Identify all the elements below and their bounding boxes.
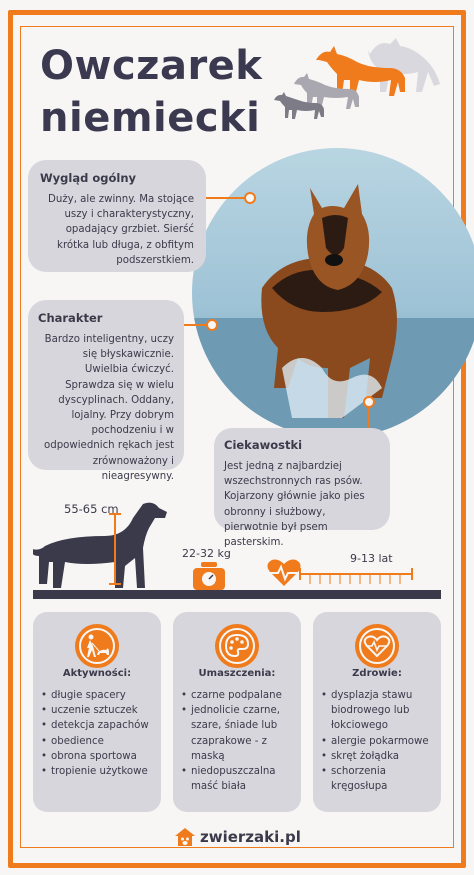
lifespan-value: 9-13 lat: [350, 552, 393, 565]
dog-height-icon: [33, 498, 169, 590]
character-heading: Charakter: [38, 311, 103, 325]
heart-pulse-icon: [266, 558, 302, 588]
character-text: Bardzo inteligentny, uczy się błyskawicznie. Uwielbia ćwiczyć. Sprawdza się w wielu dyscyplinach. Oddany, lojalny. Przy dobrym pochodzeniu i w odpowiednich rękach jest zrównoważony i nieagresywny.: [44, 334, 174, 482]
health-card: [313, 612, 441, 812]
stats-baseline: [33, 590, 441, 599]
trivia-dot: [363, 396, 375, 408]
list-item: • obrona sportowa: [41, 749, 155, 764]
appearance-bubble: [28, 160, 206, 272]
page-title: [40, 40, 262, 144]
character-dot: [206, 319, 218, 331]
paw-house-icon: [174, 827, 196, 847]
list-item: • dysplazja stawu biodrowego lub łokciowego: [321, 688, 435, 734]
activities-title: Aktywności:: [62, 668, 132, 679]
list-item: • długie spacery: [41, 688, 155, 703]
list-item: • tropienie użytkowe: [41, 764, 155, 779]
list-item: • jednolicie czarne, szare, śniade lub czaprakowe - z maską: [181, 703, 295, 764]
brand-logo-text: zwierzaki.pl: [200, 828, 301, 846]
heart-pulse-icon: [355, 624, 399, 668]
appearance-text: Duży, ale zwinny. Ma stojące uszy i charakterystyczny, opadający grzbiet. Sierść krótka lub długa, z obfitym podszerstkiem.: [48, 194, 194, 266]
coloring-title: Umaszczenia:: [198, 668, 276, 679]
list-item: • uczenie sztuczek: [41, 703, 155, 718]
dog-walking-icon: [75, 624, 119, 668]
list-item: • niedopuszczalna maść biała: [181, 764, 295, 794]
title-line-2: niemiecki: [40, 95, 261, 141]
trivia-text: Jest jedną z najbardziej wszechstronnych ras psów. Kojarzony głównie jako pies obronny i służbowy, pierwotnie był psem pasterskim.: [224, 461, 365, 549]
brand-logo[interactable]: [174, 826, 301, 848]
character-connector: [184, 324, 208, 326]
weight-value: 22-32 kg: [182, 547, 231, 560]
trivia-bubble: [214, 428, 390, 549]
character-bubble: [28, 300, 184, 482]
dog-silhouettes-icon: [270, 34, 450, 124]
appearance-heading: Wygląd ogólny: [40, 171, 137, 185]
activities-list: [41, 688, 155, 779]
german-shepherd-image: [192, 148, 474, 438]
health-title: Zdrowie:: [352, 668, 402, 679]
list-item: • skręt żołądka: [321, 749, 435, 764]
dog-photo: [192, 148, 474, 438]
trivia-connector: [368, 408, 370, 428]
height-value: 55-65 cm: [64, 502, 119, 516]
list-item: • alergie pokarmowe: [321, 734, 435, 749]
scale-icon: [191, 560, 227, 590]
list-item: • obedience: [41, 734, 155, 749]
coloring-list: [181, 688, 295, 794]
trivia-heading: Ciekawostki: [224, 438, 303, 452]
appearance-connector: [206, 197, 246, 199]
lifespan-ruler: [298, 566, 414, 588]
list-item: • detekcja zapachów: [41, 718, 155, 733]
appearance-dot: [244, 192, 256, 204]
title-line-1: Owczarek: [40, 43, 263, 89]
coloring-card: [173, 612, 301, 812]
palette-icon: [215, 624, 259, 668]
list-item: • czarne podpalane: [181, 688, 295, 703]
list-item: • schorzenia kręgosłupa: [321, 764, 435, 794]
activities-card: [33, 612, 161, 812]
health-list: [321, 688, 435, 794]
